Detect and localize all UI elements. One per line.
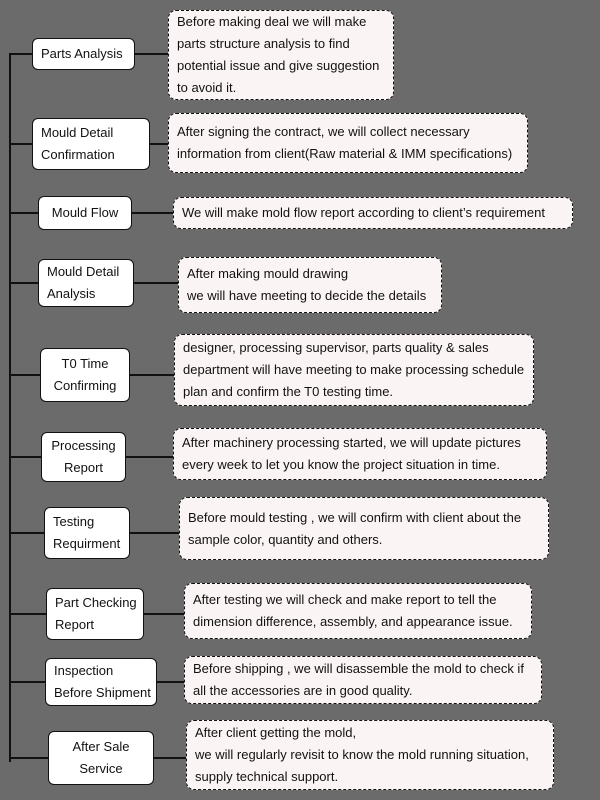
step-description-line: parts structure analysis to find: [177, 36, 350, 51]
label-desc-connector: [150, 143, 168, 145]
step-label-text: Inspection: [54, 663, 114, 678]
step-description-line: potential issue and give suggestion: [177, 58, 380, 73]
spine-connector: [9, 54, 11, 762]
step-description-inspection-before-shipment: [184, 656, 542, 704]
step-description-line: we will regularly revisit to know the mold running situation,: [195, 747, 529, 762]
step-description-line: dimension difference, assembly, and appearance issue.: [193, 614, 513, 629]
step-label-text: Confirmation: [41, 147, 115, 162]
step-description-line: sample color, quantity and others.: [188, 531, 383, 547]
branch-connector: [9, 613, 46, 615]
step-description-line: we will have meeting to decide the details: [187, 288, 427, 303]
branch-connector: [9, 143, 32, 145]
step-description-line: After testing we will check and make report to tell the: [193, 592, 497, 607]
step-description-mould-detail-analysis: [178, 257, 442, 313]
step-label-text: Report: [55, 617, 95, 632]
label-desc-connector: [144, 613, 184, 615]
step-label-processing-report: [41, 432, 126, 482]
label-desc-connector: [157, 681, 184, 683]
step-description-testing-requirment: [179, 497, 549, 560]
branch-connector: [9, 212, 38, 214]
step-description-line: every week to let you know the project situation in time.: [182, 457, 500, 472]
step-description-line: Before making deal we will make: [177, 14, 367, 29]
label-desc-connector: [130, 374, 174, 376]
step-label-text: Service: [79, 761, 123, 776]
step-description-line: After signing the contract, we will collect necessary: [177, 124, 470, 139]
step-label-text: After Sale: [72, 739, 130, 754]
label-desc-connector: [135, 53, 168, 55]
step-description-line: supply technical support.: [195, 769, 339, 784]
step-label-text: Testing: [53, 514, 95, 529]
branch-connector: [9, 456, 41, 458]
branch-connector: [9, 681, 45, 683]
step-label-text: Report: [63, 460, 104, 475]
step-label-mould-detail-analysis: [38, 259, 134, 307]
step-description-processing-report: [173, 428, 547, 480]
label-desc-connector: [126, 456, 173, 458]
branch-connector: [9, 53, 32, 55]
step-label-mould-detail-confirmation: [32, 118, 150, 170]
step-description-line: department will have meeting to make processing schedule: [183, 362, 525, 377]
step-label-part-checking-report: [46, 588, 144, 640]
step-label-text: Confirming: [53, 378, 117, 393]
step-label-text: Parts Analysis: [41, 46, 123, 61]
label-desc-connector: [134, 282, 178, 284]
step-description-line: to avoid it.: [177, 80, 237, 95]
step-label-mould-flow: [38, 196, 132, 230]
step-label-parts-analysis: [32, 38, 135, 70]
branch-connector: [9, 282, 38, 284]
step-label-text: Requirment: [53, 536, 121, 551]
step-description-mould-flow: [173, 197, 573, 229]
step-label-text: Mould Detail: [47, 264, 120, 279]
step-description-mould-detail-confirmation: [168, 113, 528, 173]
step-label-testing-requirment: [44, 507, 130, 559]
branch-connector: [9, 757, 48, 759]
step-label-after-sale-service: [48, 731, 154, 785]
step-description-line: After machinery processing started, we will update pictures: [182, 435, 521, 450]
step-description-after-sale-service: [186, 720, 554, 790]
step-description-line: Before mould testing , we will confirm with client about the: [188, 509, 522, 525]
step-label-text: Analysis: [47, 286, 96, 301]
step-description-line: We will make mold flow report according to client’s requirement: [182, 205, 545, 220]
step-description-part-checking-report: [184, 583, 532, 639]
step-label-text: Before Shipment: [54, 685, 151, 700]
step-label-text: T0 Time: [61, 356, 109, 371]
step-description-line: information from client(Raw material & IMM specifications): [177, 146, 513, 161]
step-label-text: Processing: [51, 438, 116, 453]
step-description-line: plan and confirm the T0 testing time.: [183, 384, 394, 399]
label-desc-connector: [154, 757, 186, 759]
step-description-line: Before shipping , we will disassemble the mold to check if: [193, 661, 524, 676]
branch-connector: [9, 374, 40, 376]
step-description-line: all the accessories are in good quality.: [193, 683, 413, 698]
step-description-line: designer, processing supervisor, parts quality & sales: [183, 340, 489, 355]
branch-connector: [9, 532, 44, 534]
step-description-line: After client getting the mold,: [195, 725, 357, 740]
step-description-t0-time-confirming: [174, 334, 534, 406]
step-description-line: After making mould drawing: [187, 266, 349, 281]
step-label-text: Part Checking: [55, 595, 137, 610]
step-label-text: Mould Flow: [51, 205, 119, 220]
label-desc-connector: [132, 212, 173, 214]
step-label-text: Mould Detail: [41, 125, 114, 140]
label-desc-connector: [130, 532, 179, 534]
step-description-parts-analysis: [168, 10, 394, 100]
step-label-inspection-before-shipment: [45, 658, 157, 706]
step-label-t0-time-confirming: [40, 348, 130, 402]
